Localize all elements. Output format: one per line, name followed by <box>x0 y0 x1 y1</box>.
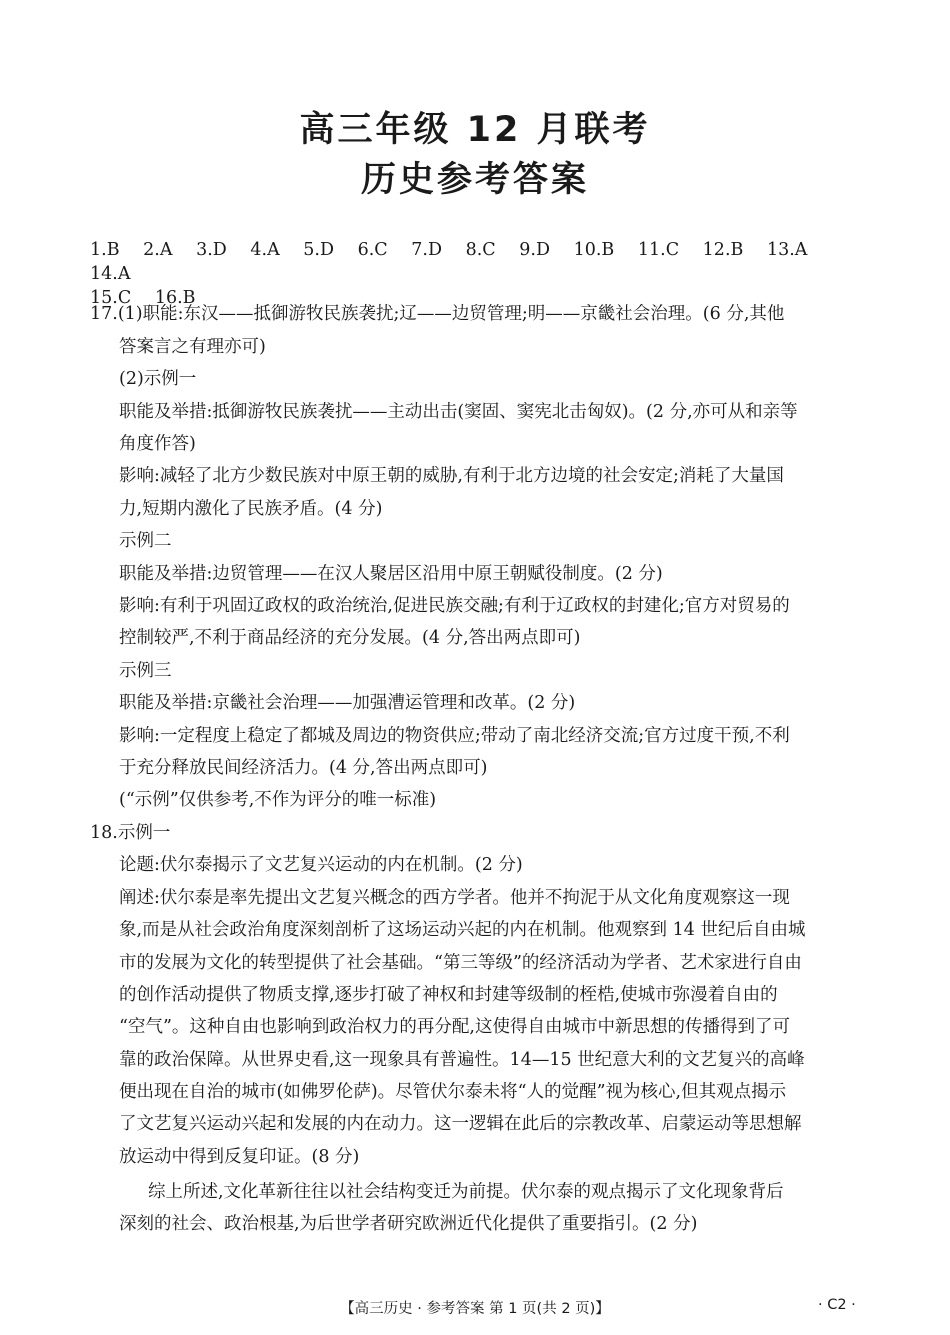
q18-line: 深刻的社会、政治根基,为后世学者研究欧洲近代化提供了重要指引。(2 分) <box>119 1214 698 1234</box>
mc-answer: 9.D <box>519 240 550 260</box>
page-title: 高三年级 12 月联考 <box>299 110 651 150</box>
mc-answer: 12.B <box>702 240 744 260</box>
mc-answer: 2.A <box>143 240 173 260</box>
mc-answer: 14.A <box>90 264 131 284</box>
q17-line: 职能及举措:京畿社会治理——加强漕运管理和改革。(2 分) <box>119 693 576 713</box>
q17-line: 影响:有利于巩固辽政权的政治统治,促进民族交融;有利于辽政权的封建化;官方对贸易的 <box>119 596 790 616</box>
mc-answer: 1.B <box>90 240 120 260</box>
mc-answer: 16.B <box>154 288 196 308</box>
q18-line: 市的发展为文化的转型提供了社会基础。“第三等级”的经济活动为学者、艺术家进行自由 <box>119 953 802 973</box>
q17-line: 力,短期内激化了民族矛盾。(4 分) <box>119 499 383 519</box>
mc-answer: 10.B <box>573 240 615 260</box>
mc-answer: 6.C <box>357 240 388 260</box>
mc-answer: 11.C <box>637 240 680 260</box>
q18-line: 综上所述,文化革新往往以社会结构变迁为前提。伏尔泰的观点揭示了文化现象背后 <box>148 1182 784 1202</box>
mc-answer: 3.D <box>196 240 227 260</box>
q18-line: 象,而是从社会政治角度深刻剖析了这场运动兴起的内在机制。他观察到 14 世纪后自由城 <box>119 920 806 940</box>
q17-line: 于充分释放民间经济活力。(4 分,答出两点即可) <box>119 758 488 778</box>
page-code: · C2 · <box>818 1297 856 1313</box>
q17-line: 示例二 <box>119 531 172 551</box>
q17-line: 职能及举措:抵御游牧民族袭扰——主动出击(窦固、窦宪北击匈奴)。(2 分,亦可从和亲等 <box>119 402 798 422</box>
q18-line: 的创作活动提供了物质支撑,逐步打破了神权和封建等级制的桎梏,使城市弥漫着自由的 <box>119 985 778 1005</box>
q17-line: 影响:一定程度上稳定了都城及周边的物资供应;带动了南北经济交流;官方过度干预,不利 <box>119 726 790 746</box>
q18-line: 便出现在自治的城市(如佛罗伦萨)。尽管伏尔泰未将“人的觉醒”视为核心,但其观点揭示 <box>119 1082 787 1102</box>
q17-line: (“示例”仅供参考,不作为评分的唯一标准) <box>119 790 437 810</box>
multiple-choice-answers <box>90 238 880 310</box>
page-subtitle: 历史参考答案 <box>360 160 589 200</box>
mc-answer: 15.C <box>90 288 132 308</box>
q17-line: 控制较严,不利于商品经济的充分发展。(4 分,答出两点即可) <box>119 628 581 648</box>
q18-line: “空气”。这种自由也影响到政治权力的再分配,这使得自由城市中新思想的传播得到了可 <box>119 1017 790 1037</box>
q18-line: 靠的政治保障。从世界史看,这一现象具有普遍性。14—15 世纪意大利的文艺复兴的高峰 <box>119 1050 805 1070</box>
q17-line: 影响:减轻了北方少数民族对中原王朝的威胁,有利于北方边境的社会安定;消耗了大量国 <box>119 466 784 486</box>
mc-answer: 8.C <box>465 240 496 260</box>
page-footer: 【高三历史 · 参考答案 第 1 页(共 2 页)】 <box>340 1301 610 1317</box>
q18-line: 阐述:伏尔泰是率先提出文艺复兴概念的西方学者。他并不拘泥于从文化角度观察这一现 <box>119 888 790 908</box>
q17-line: (2)示例一 <box>119 369 197 389</box>
q18-line: 放运动中得到反复印证。(8 分) <box>119 1147 360 1167</box>
mc-answer: 4.A <box>250 240 280 260</box>
q18-line: 论题:伏尔泰揭示了文艺复兴运动的内在机制。(2 分) <box>119 855 523 875</box>
q17-line: 示例三 <box>119 661 172 681</box>
q17-line: 17.(1)职能:东汉——抵御游牧民族袭扰;辽——边贸管理;明——京畿社会治理。(6 分,其他 <box>90 304 785 324</box>
q17-line: 角度作答) <box>119 434 196 454</box>
mc-answer: 7.D <box>411 240 443 260</box>
q17-line: 职能及举措:边贸管理——在汉人聚居区沿用中原王朝赋役制度。(2 分) <box>119 564 663 584</box>
mc-answer: 5.D <box>303 240 335 260</box>
q18-line: 了文艺复兴运动兴起和发展的内在动力。这一逻辑在此后的宗教改革、启蒙运动等思想解 <box>119 1114 802 1134</box>
mc-answer: 13.A <box>766 240 808 260</box>
q17-line: 答案言之有理亦可) <box>119 337 266 357</box>
q18-line: 18.示例一 <box>90 823 171 843</box>
